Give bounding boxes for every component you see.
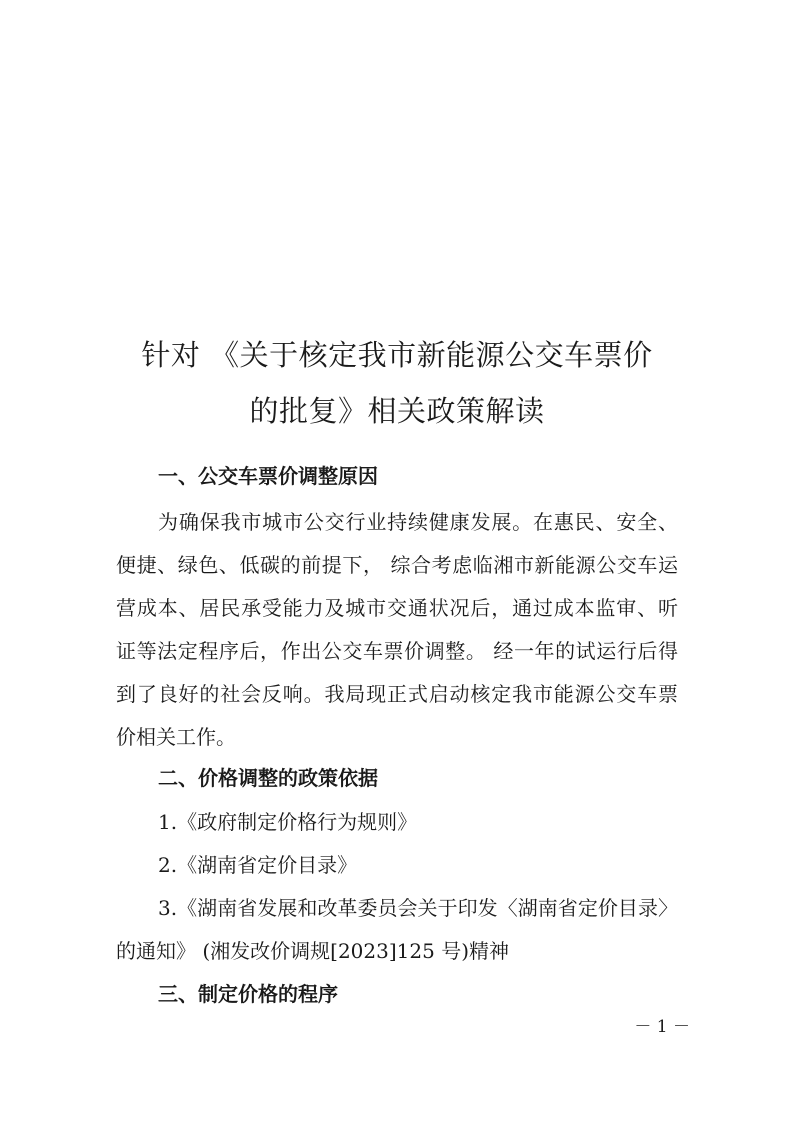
paragraph-line: 营成本、居民承受能力及城市交通状况后，通过成本监审、听 xyxy=(116,596,678,620)
section-heading-3: 三、制定价格的程序 xyxy=(158,982,338,1006)
document-title-line-1: 针对 《关于核定我市新能源公交车票价 xyxy=(141,338,653,372)
list-item: 1.《政府制定价格行为规则》 xyxy=(158,810,418,834)
paragraph-line: 为确保我市城市公交行业持续健康发展。在惠民、安全、 xyxy=(158,510,678,534)
paragraph-line: 证等法定程序后，作出公交车票价调整。 经一年的试运行后得 xyxy=(116,639,678,663)
list-item: 2.《湖南省定价目录》 xyxy=(158,853,358,877)
list-item-continuation: 的通知》 (湘发改价调规[2023]125 号)精神 xyxy=(116,939,509,963)
section-heading-2: 二、价格调整的政策依据 xyxy=(158,766,378,790)
list-item: 3.《湖南省发展和改革委员会关于印发〈湖南省定价目录〉 xyxy=(158,896,678,920)
document-title-line-2: 的批复》相关政策解读 xyxy=(249,394,545,428)
section-heading-1: 一、公交车票价调整原因 xyxy=(158,464,378,488)
paragraph-line: 便捷、绿色、低碳的前提下， 综合考虑临湘市新能源公交车运 xyxy=(116,553,678,577)
paragraph-line: 到了良好的社会反响。我局现正式启动核定我市能源公交车票 xyxy=(116,682,678,706)
page-number: － 1 － xyxy=(634,1017,690,1037)
paragraph-line: 价相关工作。 xyxy=(116,725,236,749)
